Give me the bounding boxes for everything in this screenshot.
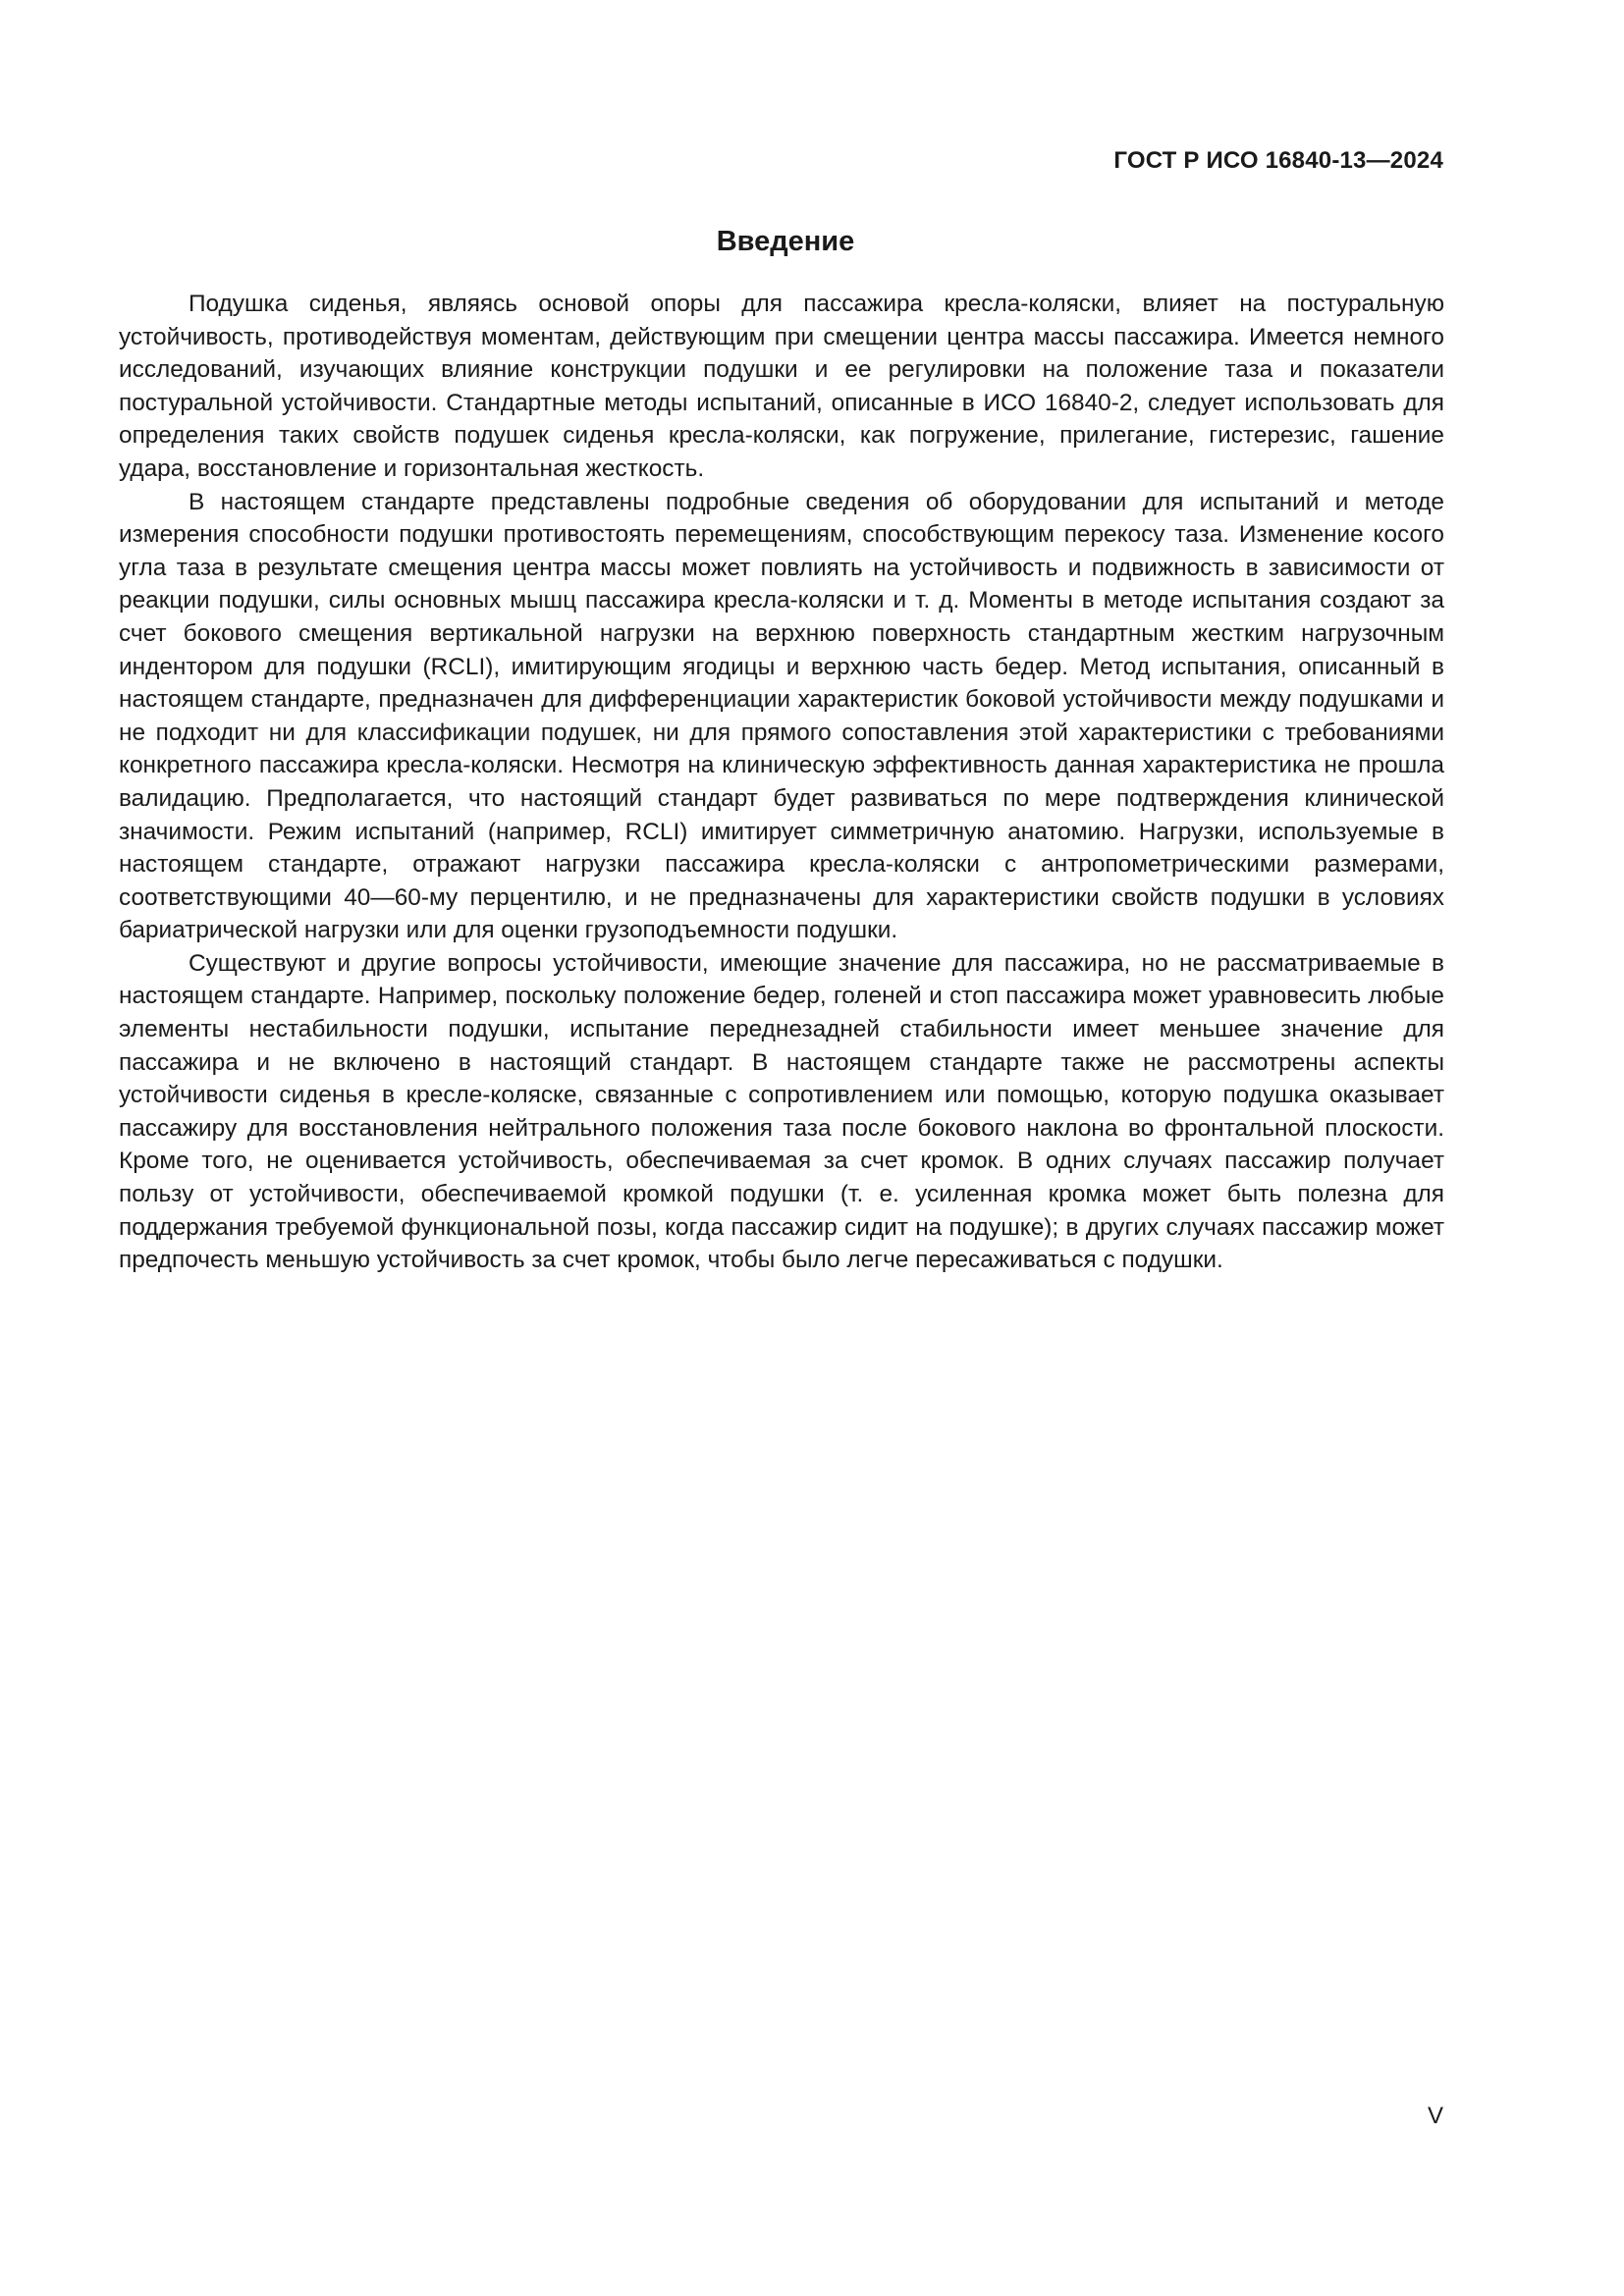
- paragraph: Подушка сиденья, являясь основой опоры для пассажира кресла-коляски, влияет на постуральную устойчивость, противодействуя моментам, действующим при смещении центра массы пассажира. Имеется немного исследований, изучающих влияние конструкции подушки и ее регулировки на положение таза и показатели постуральной устойчивости. Стандартные методы испытаний, описанные в ИСО 16840-2, следует использовать для определения таких свойств подушек сиденья кресла-коляски, как погружение, прилегание, гистерезис, гашение удара, восстановление и горизонтальная жесткость.: [119, 291, 1444, 482]
- standard-header: ГОСТ Р ИСО 16840-13—2024: [1113, 147, 1443, 174]
- paragraph: В настоящем стандарте представлены подробные сведения об оборудовании для испытаний и методе измерения способности подушки противостоять перемещениям, способствующим перекосу таза. Изменение косого угла таза в результате смещения центра массы может повлиять на устойчивость и подвижность в зависимости от реакции подушки, силы основных мышц пассажира кресла-коляски и т. д. Моменты в методе испытания создают за счет бокового смещения вертикальной нагрузки на верхнюю поверхность стандартным жестким нагрузочным индентором для подушки (RCLI), имитирующим ягодицы и верхнюю часть бедер. Метод испытания, описанный в настоящем стандарте, предназначен для дифференциации характеристик боковой устойчивости между подушками и не подходит ни для классификации подушек, ни для прямого сопоставления этой характеристики с требованиями конкретного пассажира кресла-коляски. Несмотря на клиническую эффективность данная характеристика не прошла валидацию. Предполагается, что настоящий стандарт будет развиваться по мере подтверждения клинической значимости. Режим испытаний (например, RCLI) имитирует симметричную анатомию. Нагрузки, используемые в настоящем стандарте, отражают нагрузки пассажира кресла-коляски с антропометрическими размерами, соответствующими 40—60-му перцентилю, и не предназначены для характеристики свойств подушки в условиях бариатрической нагрузки или для оценки грузоподъемности подушки.: [119, 488, 1444, 944]
- section-title: Введение: [716, 226, 855, 257]
- page-number: V: [1427, 2103, 1443, 2129]
- paragraph: Существуют и другие вопросы устойчивости, имеющие значение для пассажира, но не рассматриваемые в настоящем стандарте. Например, поскольку положение бедер, голеней и стоп пассажира может уравновесить любые элементы нестабильности подушки, испытание переднезадней стабильности имеет меньшее значение для пассажира и не включено в настоящий стандарт. В настоящем стандарте также не рассмотрены аспекты устойчивости сиденья в кресле-коляске, связанные с сопротивлением или помощью, которую подушка оказывает пассажиру для восстановления нейтрального положения таза после бокового наклона во фронтальной плоскости. Кроме того, не оценивается устойчивость, обеспечиваемая за счет кромок. В одних случаях пассажир получает пользу от устойчивости, обеспечиваемой кромкой подушки (т. е. усиленная кромка может быть полезна для поддержания требуемой функциональной позы, когда пассажир сидит на подушке); в других случаях пассажир может предпочесть меньшую устойчивость за счет кромок, чтобы было легче пересаживаться с подушки.: [119, 949, 1444, 1274]
- document-body: [119, 288, 1444, 1277]
